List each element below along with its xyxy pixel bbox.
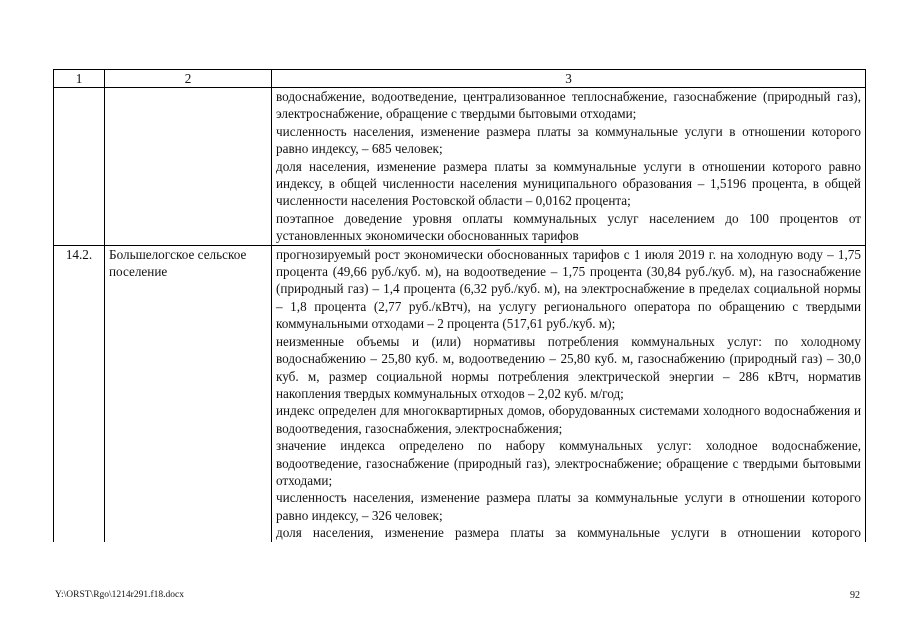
paragraph: численность населения, изменение размера платы за коммунальные услуги в отношении которого равно индексу, – 685 человек; (276, 123, 861, 157)
paragraph: водоснабжение, водоотведение, централизованное теплоснабжение, газоснабжение (природный газ), электроснабжение, обращение с твердыми бытовыми отходами; (276, 89, 861, 122)
table-row-continuation (54, 88, 866, 246)
row-name-cell (105, 88, 272, 246)
paragraph: поэтапное доведение уровня оплаты коммунальных услуг населением до 100 процентов от установленных экономически обоснованных тарифов (276, 210, 861, 244)
footer-file-path: Y:\ORST\Rgo\1214r291.f18.docx (55, 590, 184, 600)
row-settlement-name: Большелогское сельское поселение (105, 245, 272, 541)
header-col-3: 3 (272, 70, 866, 88)
paragraph: неизменные объемы и (или) нормативы потребления коммунальных услуг: по холодному водоснабжению – 25,80 куб. м, водоотведению – 25,80 куб. м, газоснабжению (природный газ) – 30,0 куб. м, размер социальной нормы потребления электрической энергии – 286 кВтч, норматив накопления твердых коммунальных отходов – 2,02 куб. м/год; (276, 333, 861, 401)
row-number: 14.2. (54, 245, 105, 541)
table-row-14-2 (54, 245, 866, 541)
header-col-1: 1 (54, 70, 105, 88)
paragraph: доля населения, изменение размера платы за коммунальные услуги в отношении которого (276, 525, 861, 541)
page-number: 92 (850, 590, 860, 601)
paragraph: индекс определен для многоквартирных домов, оборудованных системами холодного водоснабжения и водоотведения, газоснабжения, электроснабжения; (276, 403, 861, 436)
paragraph: численность населения, изменение размера платы за коммунальные услуги в отношении которого равно индексу, – 326 человек; (276, 490, 861, 523)
row-number-cell (54, 88, 105, 246)
header-col-2: 2 (105, 70, 272, 88)
paragraph: доля населения, изменение размера платы за коммунальные услуги в отношении которого равно индексу, в общей численности населения муниципального образования – 1,5196 процента, в общей численности населения Ростовской области – 0,0162 процента; (276, 158, 861, 209)
document-table (53, 69, 866, 542)
table-header-row (54, 70, 866, 88)
paragraph: значение индекса определено по набору коммунальных услуг: холодное водоснабжение, водоотведение, газоснабжение (природный газ), электроснабжение; обращение с твердыми бытовыми отходами; (276, 438, 861, 488)
paragraph: прогнозируемый рост экономически обоснованных тарифов с 1 июля 2019 г. на холодную воду – 1,75 процента (49,66 руб./куб. м), на водоотведение – 1,75 процента (30,84 руб./куб. м), на газоснабжение (природный газ) – 1,4 процента (6,32 руб./куб. м), на электроснабжение в пределах социальной нормы – 1,8 процента (2,77 руб./кВтч), на услугу регионального оператора по обращению с твердыми коммунальными отходами – 2 процента (517,61 руб./куб. м); (276, 246, 861, 332)
row-content-cell (272, 245, 866, 541)
row-content-cell (272, 88, 866, 246)
